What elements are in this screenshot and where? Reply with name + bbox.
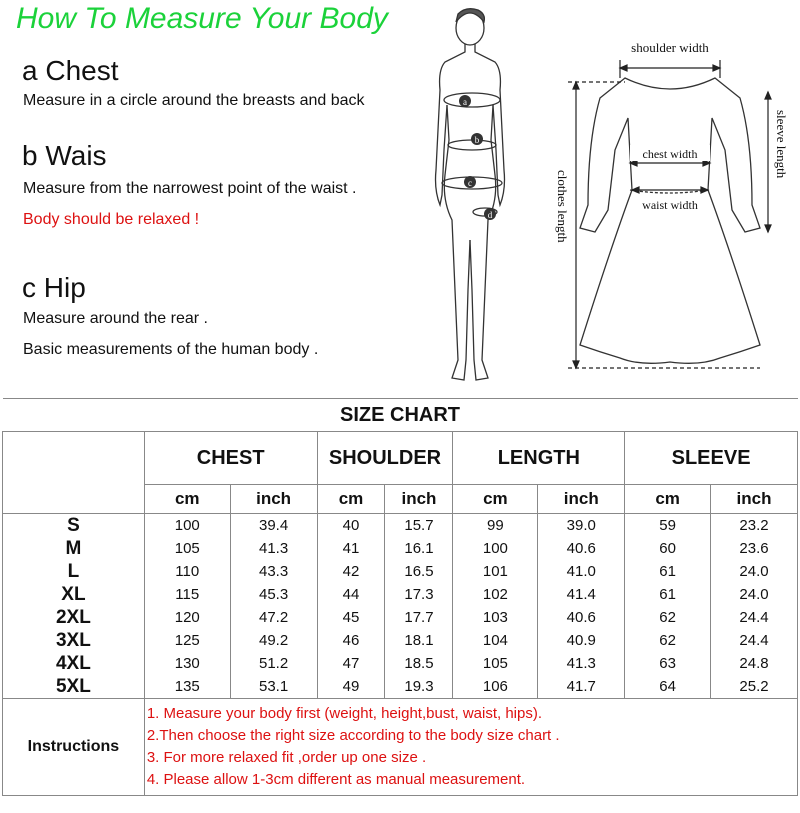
dress-icon bbox=[580, 78, 760, 363]
table-row bbox=[3, 675, 798, 699]
clothes-length-label: clothes length bbox=[555, 170, 570, 243]
table-row bbox=[3, 537, 798, 560]
table-cell: 100 bbox=[453, 537, 538, 560]
table-cell: 18.1 bbox=[385, 629, 453, 652]
table-cell: 19.3 bbox=[385, 675, 453, 699]
table-cell: 46 bbox=[317, 629, 385, 652]
table-cell: 64 bbox=[625, 675, 711, 699]
hip-heading: c Hip bbox=[22, 272, 86, 303]
table-cell: 23.6 bbox=[711, 537, 798, 560]
body-point-markers bbox=[459, 95, 496, 220]
table-cell: 40 bbox=[317, 514, 385, 538]
hip-description: Measure around the rear . bbox=[23, 310, 208, 327]
table-cell: 41.4 bbox=[538, 583, 625, 606]
table-cell: 16.1 bbox=[385, 537, 453, 560]
table-row bbox=[3, 629, 798, 652]
table-cell: 41.0 bbox=[538, 560, 625, 583]
body-figure-icon bbox=[436, 9, 505, 380]
table-cell: 61 bbox=[625, 560, 711, 583]
table-cell: 130 bbox=[144, 652, 230, 675]
table-cell: 39.0 bbox=[538, 514, 625, 538]
marker-b: b bbox=[474, 135, 480, 145]
waist-description: Measure from the narrowest point of the waist . bbox=[23, 180, 357, 197]
illustrations bbox=[0, 0, 800, 398]
table-cell: 41.3 bbox=[538, 652, 625, 675]
table-cell: 40.6 bbox=[538, 606, 625, 629]
instruction-item: 2.Then choose the right size according to the body size chart . bbox=[146, 727, 560, 744]
size-label: 3XL bbox=[3, 629, 145, 652]
table-cell: 25.2 bbox=[711, 675, 798, 699]
instruction-item: 4. Please allow 1-3cm different as manual measurement. bbox=[146, 771, 526, 788]
table-cell: 63 bbox=[625, 652, 711, 675]
table-cell: 24.0 bbox=[711, 560, 798, 583]
table-cell: 62 bbox=[625, 629, 711, 652]
unit-header: cm bbox=[317, 485, 385, 514]
table-cell: 17.3 bbox=[385, 583, 453, 606]
basic-note: Basic measurements of the human body . bbox=[23, 341, 319, 358]
table-cell: 105 bbox=[144, 537, 230, 560]
unit-header: inch bbox=[385, 485, 453, 514]
table-cell: 51.2 bbox=[230, 652, 317, 675]
table-row bbox=[3, 583, 798, 606]
table-cell: 49.2 bbox=[230, 629, 317, 652]
size-chart-table bbox=[2, 398, 798, 796]
table-cell: 49 bbox=[317, 675, 385, 699]
table-cell: 24.8 bbox=[711, 652, 798, 675]
size-label: S bbox=[3, 514, 145, 538]
instruction-item: 3. For more relaxed fit ,order up one size . bbox=[146, 749, 427, 766]
unit-header: inch bbox=[230, 485, 317, 514]
table-row bbox=[3, 652, 798, 675]
size-label: XL bbox=[3, 583, 145, 606]
table-cell: 102 bbox=[453, 583, 538, 606]
table-cell: 42 bbox=[317, 560, 385, 583]
waist-heading: b Wais bbox=[22, 140, 107, 171]
group-sleeve: SLEEVE bbox=[625, 432, 798, 485]
unit-header: inch bbox=[538, 485, 625, 514]
table-cell: 101 bbox=[453, 560, 538, 583]
table-cell: 103 bbox=[453, 606, 538, 629]
table-cell: 100 bbox=[144, 514, 230, 538]
table-cell: 62 bbox=[625, 606, 711, 629]
instruction-item: 1. Measure your body first (weight, height,bust, waist, hips). bbox=[146, 705, 543, 722]
sleeve-length-label: sleeve length bbox=[774, 110, 789, 179]
table-cell: 53.1 bbox=[230, 675, 317, 699]
table-cell: 135 bbox=[144, 675, 230, 699]
table-cell: 60 bbox=[625, 537, 711, 560]
size-label: M bbox=[3, 537, 145, 560]
table-row bbox=[3, 514, 798, 538]
table-cell: 24.4 bbox=[711, 606, 798, 629]
table-cell: 23.2 bbox=[711, 514, 798, 538]
group-chest: CHEST bbox=[144, 432, 317, 485]
table-cell: 41 bbox=[317, 537, 385, 560]
chest-heading: a Chest bbox=[22, 55, 119, 86]
marker-c: c bbox=[468, 178, 472, 188]
table-cell: 41.7 bbox=[538, 675, 625, 699]
table-cell: 39.4 bbox=[230, 514, 317, 538]
table-cell: 16.5 bbox=[385, 560, 453, 583]
table-cell: 41.3 bbox=[230, 537, 317, 560]
table-cell: 43.3 bbox=[230, 560, 317, 583]
table-row bbox=[3, 606, 798, 629]
table-cell: 61 bbox=[625, 583, 711, 606]
table-cell: 44 bbox=[317, 583, 385, 606]
size-label: 2XL bbox=[3, 606, 145, 629]
table-cell: 24.0 bbox=[711, 583, 798, 606]
shoulder-width-label: shoulder width bbox=[631, 40, 709, 55]
table-cell: 17.7 bbox=[385, 606, 453, 629]
relax-note: Body should be relaxed ! bbox=[23, 211, 200, 228]
marker-d: d bbox=[487, 210, 493, 220]
table-cell: 47.2 bbox=[230, 606, 317, 629]
table-cell: 105 bbox=[453, 652, 538, 675]
table-cell: 106 bbox=[453, 675, 538, 699]
group-length: LENGTH bbox=[453, 432, 625, 485]
waist-width-label: waist width bbox=[642, 198, 698, 212]
instructions-list bbox=[144, 699, 797, 796]
table-cell: 18.5 bbox=[385, 652, 453, 675]
size-chart-title: SIZE CHART bbox=[3, 399, 798, 432]
dress-labels bbox=[555, 40, 789, 243]
table-cell: 47 bbox=[317, 652, 385, 675]
table-cell: 110 bbox=[144, 560, 230, 583]
table-cell: 45.3 bbox=[230, 583, 317, 606]
size-label: L bbox=[3, 560, 145, 583]
table-cell: 40.9 bbox=[538, 629, 625, 652]
table-cell: 115 bbox=[144, 583, 230, 606]
unit-header: cm bbox=[453, 485, 538, 514]
chest-description: Measure in a circle around the breasts and back bbox=[23, 92, 365, 109]
page-title: How To Measure Your Body bbox=[16, 2, 388, 35]
table-cell: 120 bbox=[144, 606, 230, 629]
table-cell: 104 bbox=[453, 629, 538, 652]
table-cell: 59 bbox=[625, 514, 711, 538]
instructions-label: Instructions bbox=[3, 699, 145, 796]
table-cell: 40.6 bbox=[538, 537, 625, 560]
marker-a: a bbox=[463, 97, 467, 107]
table-cell: 45 bbox=[317, 606, 385, 629]
size-label: 5XL bbox=[3, 675, 145, 699]
table-cell: 15.7 bbox=[385, 514, 453, 538]
table-cell: 24.4 bbox=[711, 629, 798, 652]
size-header-blank bbox=[3, 432, 145, 514]
table-row bbox=[3, 560, 798, 583]
unit-header: inch bbox=[711, 485, 798, 514]
unit-header: cm bbox=[625, 485, 711, 514]
size-label: 4XL bbox=[3, 652, 145, 675]
table-cell: 125 bbox=[144, 629, 230, 652]
group-shoulder: SHOULDER bbox=[317, 432, 453, 485]
chest-width-label: chest width bbox=[642, 147, 698, 161]
table-cell: 99 bbox=[453, 514, 538, 538]
unit-header: cm bbox=[144, 485, 230, 514]
